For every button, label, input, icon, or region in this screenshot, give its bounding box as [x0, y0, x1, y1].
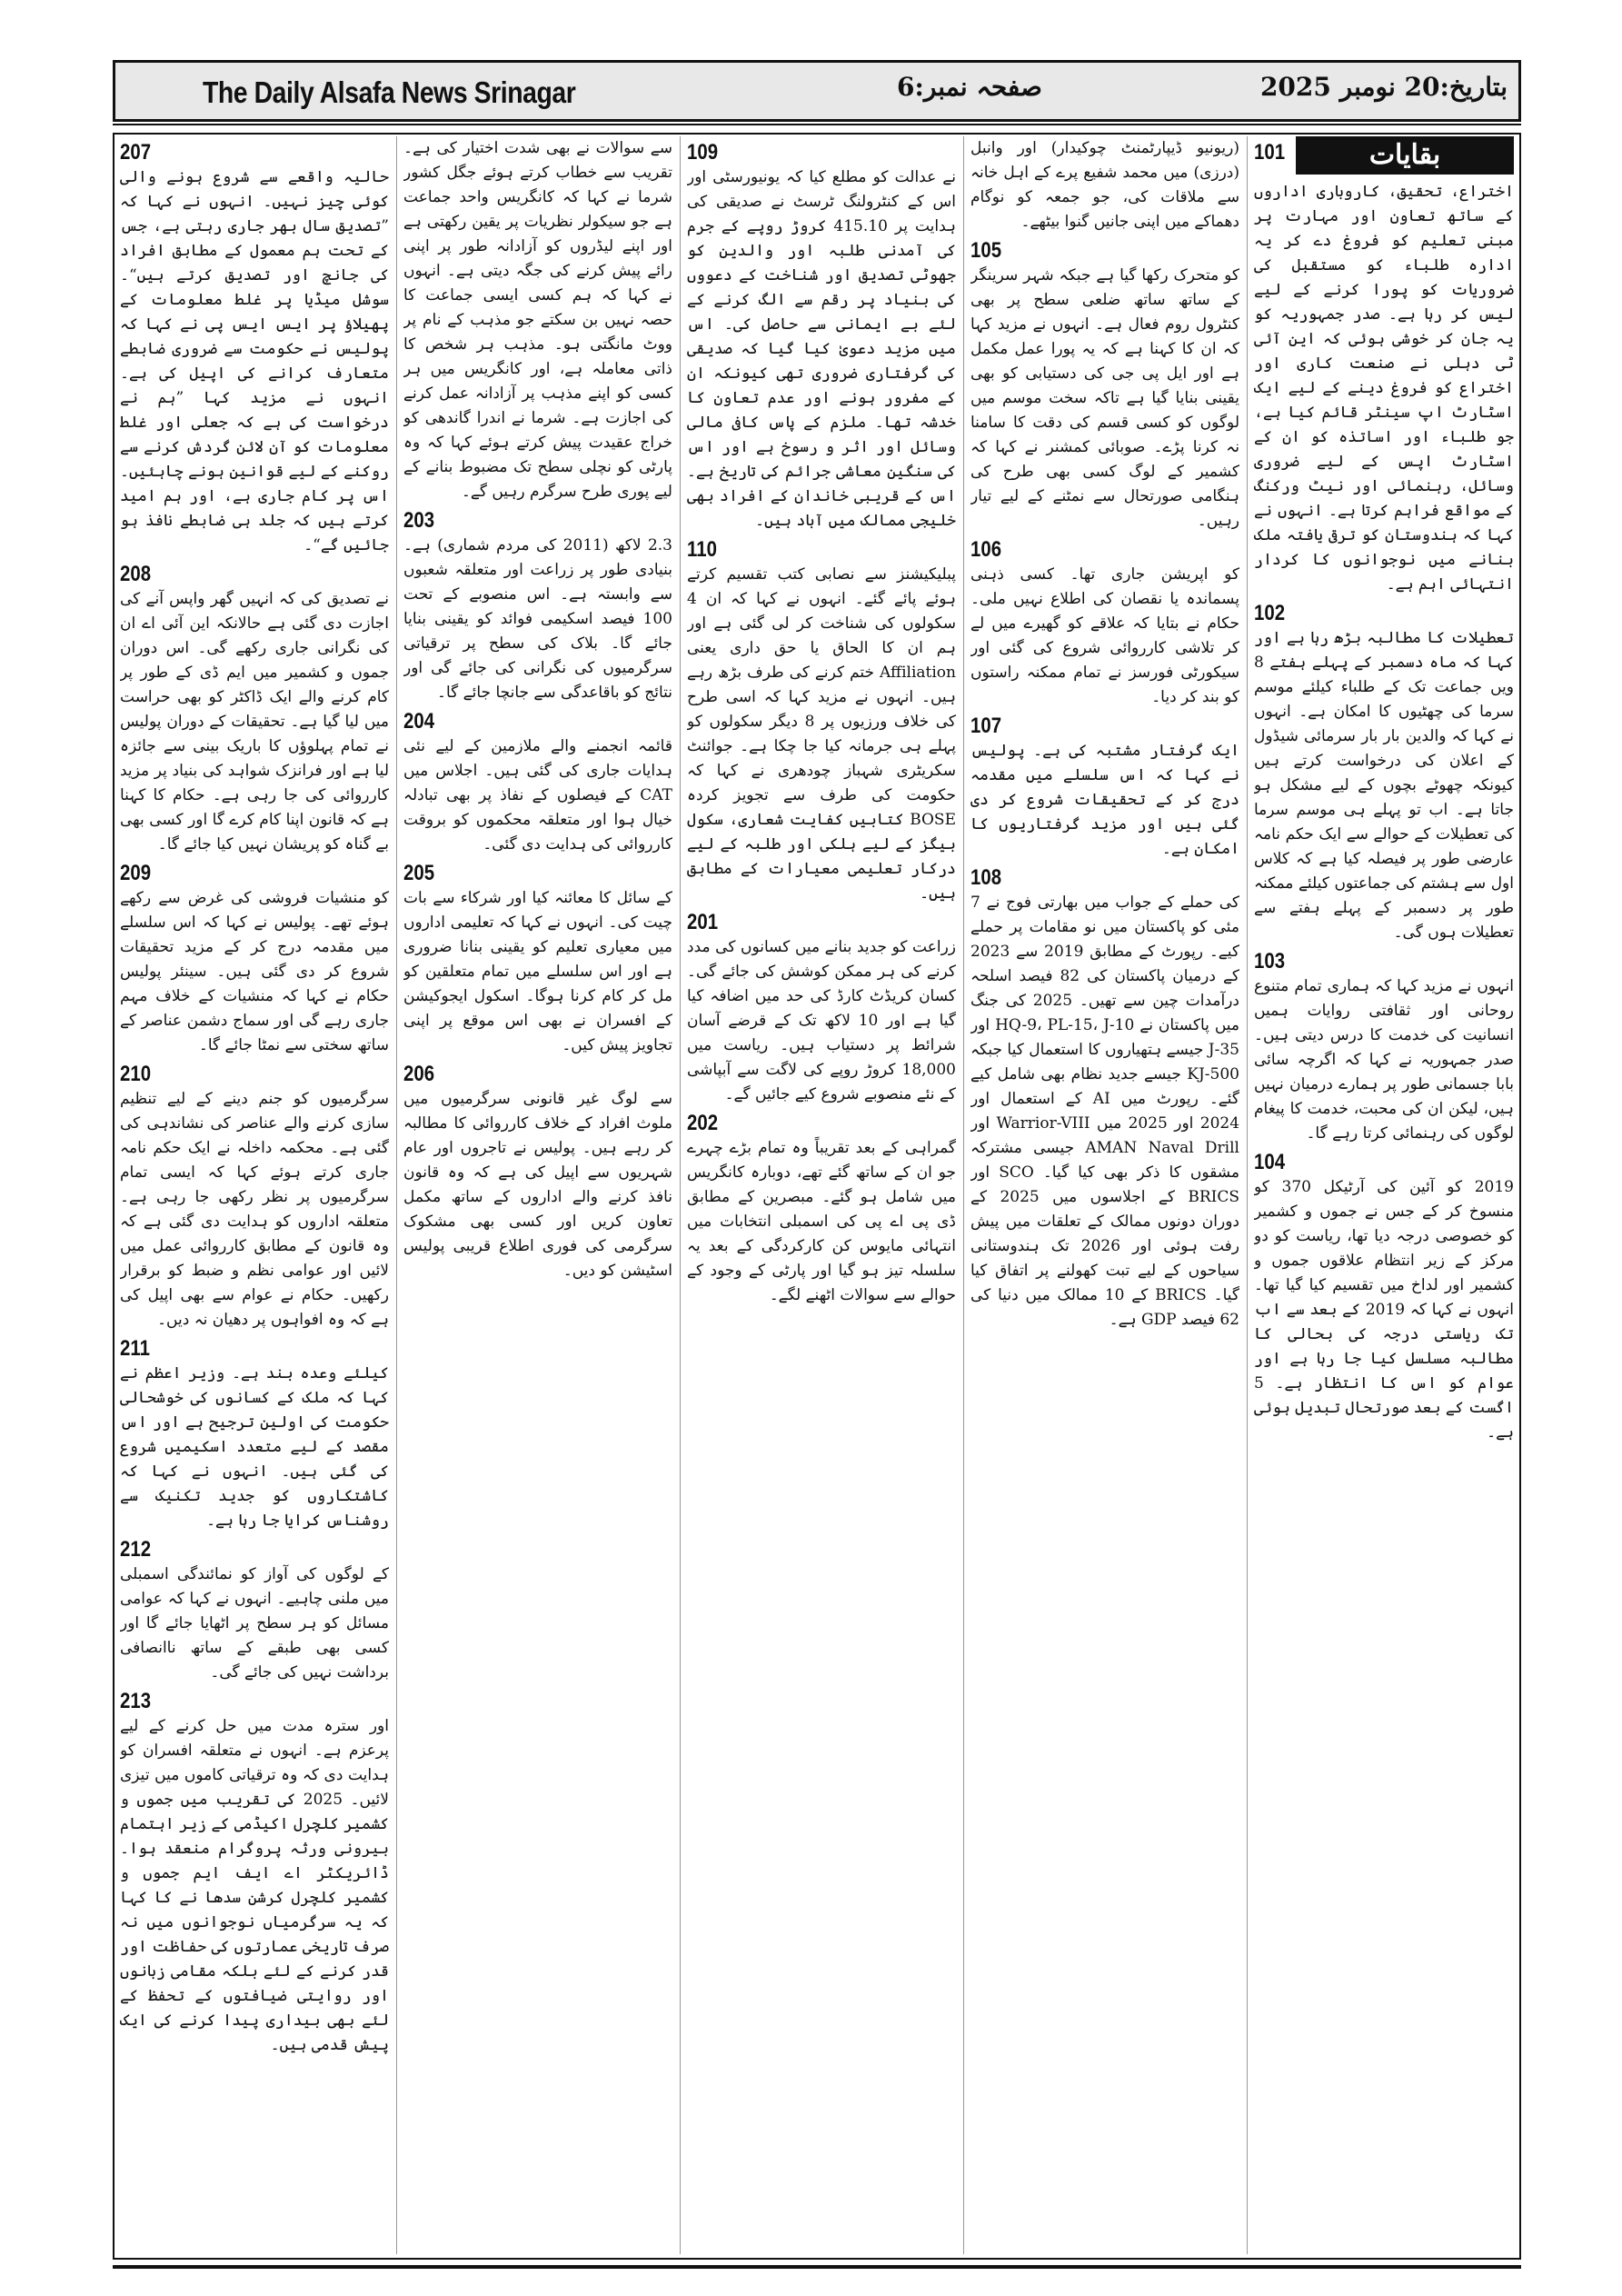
- article-text: پبلیکیشنز سے نصابی کتب تقسیم کرتے ہوئے پائے گئے۔ انہوں نے کہا کہ ان 4 سکولوں کی شناخت کر لی گئی ہے اور ہم ان کا الحاق یا حق داری یعنی Affiliation ختم کرنے کی طرف بڑھ رہے ہیں۔ انہوں نے مزید کہا کہ اسی طرح کی خلاف ورزیوں پر 8 دیگر سکولوں کو پہلے ہی جرمانہ کیا جا چکا ہے۔ جوائنٹ سکریٹری شہباز چودھری نے کہا کہ حکومت کی طرف سے تجویز کردہ BOSE کتابیں کفایت شعاری، سکول بیگز کے لیے ہلکی اور طلبہ کے لیے درکار تعلیمی معیارات کے مطابق ہیں۔: [687, 565, 956, 903]
- article-text: کی حملے کے جواب میں بھارتی فوج نے 7 مئی کو پاکستان میں نو مقامات پر حملے کیے۔ رپورٹ کے مطابق 2019 سے 2023 کے درمیان پاکستان کی 82 فیصد اسلحہ درآمدات چین سے تھیں۔ 2025 کی جنگ میں پاکستان نے HQ-9، PL-15، J-10 اور J-35 جیسے ہتھیاروں کا استعمال کیا جبکہ KJ-500 جیسے جدید نظام بھی شامل کیے گئے۔ رپورٹ میں AI کے استعمال اور 2024 اور 2025 میں Warrior-VIII اور AMAN Naval Drill جیسی مشترکہ مشقوں کا ذکر بھی کیا گیا۔ SCO اور BRICS کے اجلاسوں میں 2025 کے دوران دونوں ممالک کے تعلقات میں پیش رفت ہوئی اور 2026 تک ہندوستانی سیاحوں کے لیے تبت کھولنے پر اتفاق کیا گیا۔ BRICS کے 10 ممالک میں دنیا کی 62 فیصد GDP ہے۔: [970, 893, 1239, 1329]
- article-text: کو اپریشن جاری تھا۔ کسی ذہنی پسماندہ یا نقصان کی اطلاع نہیں ملی۔ حکام نے بتایا کہ علاقے کو گھیرے میں لے کر تلاشی کارروائی شروع کی گئی اور سیکورٹی فورسز نے تمام ممکنہ راستوں کو بند کر دیا۔: [970, 565, 1239, 706]
- section-number: 203: [403, 508, 435, 533]
- column-4: [970, 136, 1239, 2254]
- issue-date: بتاریخ:20 نومبر 2025: [1259, 72, 1508, 102]
- article-text: سے لوگ غیر قانونی سرگرمیوں میں ملوث افراد کے خلاف کارروائی کا مطالبہ کر رہے ہیں۔ پولیس نے تاجروں اور عام شہریوں سے اپیل کی ہے کہ وہ قانون نافذ کرنے والے اداروں کے ساتھ مکمل تعاون کریں اور کسی بھی مشکوک سرگرمی کی فوری اطلاع قریبی پولیس اسٹیشن کو دیں۔: [403, 1090, 672, 1280]
- section-number: 210: [120, 1062, 152, 1086]
- section-number: 108: [970, 865, 1002, 890]
- column-divider: [963, 136, 964, 2254]
- column-divider: [396, 136, 397, 2254]
- section-number: 211: [120, 1336, 150, 1361]
- section-number: 106: [970, 537, 1002, 562]
- article-text: کے سائل کا معائنہ کیا اور شرکاء سے بات چیت کی۔ انہوں نے کہا کہ تعلیمی اداروں میں معیاری تعلیم کو یقینی بنانا ضروری ہے اور اس سلسلے میں تمام متعلقین کو مل کر کام کرنا ہوگا۔ اسکول ایجوکیشن کے افسران نے بھی اس موقع پر اپنی تجاویز پیش کیں۔: [403, 889, 672, 1054]
- section-number: 103: [1254, 949, 1286, 973]
- article-text: تعطیلات کا مطالبہ بڑھ رہا ہے اور کہا کہ ماہ دسمبر کے پہلے ہفتے 8 ویں جماعت تک کے طلباء کیلئے موسم سرما کی چھٹیوں کا امکان ہے۔ انہوں نے کہا کہ والدین بار بار سرمائی شیڈول کے اعلان کی درخواست کرتے ہیں کیونکہ چھوٹے بچوں کے لیے مشکل ہو جاتا ہے۔ اب تو پہلے ہی موسم سرما کی تعطیلات کے حوالے سے ایک حکم نامہ عارضی طور پر فیصلہ کیا ہے کہ کلاس اول سے ہشتم کی جماعتوں کیلئے ممکنہ طور پر دسمبر کے پہلے ہفتے سے تعطیلات ہوں گی۔: [1254, 629, 1514, 942]
- page-number: صفحہ نمبر:6: [897, 72, 1042, 102]
- article-text: کیلئے وعدہ بند ہے۔ وزیر اعظم نے کہا کہ ملک کے کسانوں کی خوشحالی حکومت کی اولین ترجیح ہے اور اس مقصد کے لیے متعدد اسکیمیں شروع کی گئی ہیں۔ انہوں نے کہا کہ کاشتکاروں کو جدید تکنیک سے روشناس کرایا جا رہا ہے۔: [120, 1364, 389, 1530]
- section-banner: بقایات: [1296, 136, 1514, 175]
- article-text: کو متحرک رکھا گیا ہے جبکہ شہر سرینگر کے ساتھ ساتھ ضلعی سطح پر بھی کنٹرول روم فعال ہے۔ انہوں نے مزید کہا کہ ان کا کہنا ہے کہ یہ پورا عمل مکمل ہے اور ایل پی جی کی دستیابی کو بھی یقینی بنایا گیا ہے تاکہ سخت موسم میں لوگوں کو کسی قسم کی دقت کا سامنا نہ کرنا پڑے۔ صوبائی کمشنر نے کہا کہ کشمیر کے لوگ کسی بھی طرح کی ہنگامی صورتحال سے نمٹنے کے لیے تیار رہیں۔: [970, 266, 1239, 530]
- article-text: 2.3 لاکھ (2011 کی مردم شماری) ہے۔ بنیادی طور پر زراعت اور متعلقہ شعبوں سے وابستہ ہے۔ اس منصوبے کے تحت 100 فیصد اسکیمی فوائد کو یقینی بنایا جائے گا۔ بلاک کی سطح پر ترقیاتی سرگرمیوں کی نگرانی کی جائے گی اور نتائج کو باقاعدگی سے جانچا جائے گا۔: [403, 536, 672, 702]
- article-text: نے تصدیق کی کہ انہیں گھر واپس آنے کی اجازت دی گئی ہے حالانکہ این آئی اے ان کی نگرانی جاری رکھے گی۔ اس دوران جموں و کشمیر میں ایم ڈی کے طور پر کام کرنے والے ایک ڈاکٹر کو بھی حراست میں لیا گیا ہے۔ تحقیقات کے دوران پولیس نے تمام پہلوؤں کا باریک بینی سے جائزہ لیا ہے اور فرانزک شواہد کی بنیاد پر مزید کارروائی کی جا رہی ہے۔ حکام کا کہنا ہے کہ قانون اپنا کام کرے گا اور کسی بھی بے گناہ کو پریشان نہیں کیا جائے گا۔: [120, 590, 389, 854]
- section-number: 206: [403, 1062, 435, 1086]
- column-2: [403, 136, 672, 2254]
- section-number: 204: [403, 709, 435, 734]
- section-number: 109: [687, 140, 719, 165]
- article-text: اختراع، تحقیق، کاروباری اداروں کے ساتھ تعاون اور مہارت پر مبنی تعلیم کو فروغ دے کر یہ ادارہ طلباء کو مستقبل کی ضروریات کو پورا کرنے کے لیے لیس کر رہا ہے۔ صدر جمہوریہ کو یہ جان کر خوشی ہوئی کہ این آئی ٹی دہلی نے صنعت کاری اور اختراع کو فروغ دینے کے لیے ایک اسٹارٹ اپ سینٹر قائم کیا ہے، جو طلباء اور اساتذہ کو ان کے اسٹارٹ اپس کے لیے ضروری وسائل، رہنمائی اور نیٹ ورکنگ کے مواقع فراہم کرتا ہے۔ انہوں نے کہا کہ ہندوستان کو ترقی یافتہ ملک بنانے میں نوجوانوں کا کردار انتہائی اہم ہے۔: [1254, 183, 1514, 594]
- article-text: نے عدالت کو مطلع کیا کہ یونیورسٹی اور اس کے کنٹرولنگ ٹرسٹ نے صدیقی کی ہدایت پر 415.10 کروڑ روپے کے جرم کی آمدنی طلبہ اور والدین کو جھوٹی تصدیق اور شناخت کے دعووں کی بنیاد پر رقم سے الگ کرنے کے لئے بے ایمانی سے حاصل کی۔ اس میں مزید دعویٰ کیا گیا کہ صدیقی کی گرفتاری ضروری تھی کیونکہ ان کے مفرور ہونے اور عدم تعاون کا خدشہ تھا۔ ملزم کے پاس کافی مالی وسائل اور اثر و رسوخ ہے اور اس کی سنگین معاشی جرائم کی تاریخ ہے۔ اس کے قریبی خاندان کے افراد بھی خلیجی ممالک میں آباد ہیں۔: [687, 168, 956, 530]
- section-number: 205: [403, 861, 435, 885]
- section-number: 105: [970, 238, 1002, 263]
- section-number: 212: [120, 1537, 152, 1562]
- section-number: 208: [120, 562, 152, 586]
- section-number: 201: [687, 910, 719, 934]
- section-number: 213: [120, 1689, 152, 1713]
- article-text: سرگرمیوں کو جنم دینے کے لیے تنظیم سازی کرنے والے عناصر کی نشاندہی کی گئی ہے۔ محکمہ داخلہ نے ایک حکم نامہ جاری کرتے ہوئے کہا کہ ایسی تمام سرگرمیوں پر نظر رکھی جا رہی ہے۔ متعلقہ اداروں کو ہدایت دی گئی ہے کہ وہ قانون کے مطابق کارروائی عمل میں لائیں اور عوامی نظم و ضبط کو برقرار رکھیں۔ حکام نے عوام سے بھی اپیل کی ہے کہ وہ افواہوں پر دھیان نہ دیں۔: [120, 1090, 389, 1329]
- newspaper-title: The Daily Alsafa News Srinagar: [203, 75, 576, 109]
- section-number: 101: [1254, 140, 1286, 165]
- column-1: [120, 136, 389, 2254]
- article-text: اور سترہ مدت میں حل کرنے کے لیے پرعزم ہے۔ انہوں نے متعلقہ افسران کو ہدایت دی کہ وہ ترقیاتی کاموں میں تیزی لائیں۔ 2025 کی تقریب میں جموں و کشمیر کلچرل اکیڈمی کے زیر اہتمام بیرونی ورثہ پروگرام منعقد ہوا۔ ڈائریکٹر اے ایف ایم جموں و کشمیر کلچرل کرشن سدھا نے کا کہا کہ یہ سرگرمیاں نوجوانوں میں نہ صرف تاریخی عمارتوں کی حفاظت اور قدر کرنے کے لئے بلکہ مقامی زبانوں اور روایتی ضیافتوں کے تحفظ کے لئے بھی بیداری پیدا کرنے کی ایک پیش قدمی ہیں۔: [120, 1717, 389, 2054]
- article-text: 2019 کو آئین کی آرٹیکل 370 کو منسوخ کر کے جس نے جموں و کشمیر کو خصوصی درجہ دیا تھا، ریاست کو دو مرکز کے زیر انتظام علاقوں جموں و کشمیر اور لداخ میں تقسیم کیا گیا تھا۔ انہوں نے کہا کہ 2019 کے بعد سے اب تک ریاستی درجہ کی بحالی کا مطالبہ مسلسل کیا جا رہا ہے اور عوام کو اس کا انتظار ہے۔ 5 اگست کے بعد صورتحال تبدیل ہوئی ہے۔: [1254, 1178, 1514, 1442]
- column-divider: [680, 136, 681, 2254]
- article-text: گمراہی کے بعد تقریباً وہ تمام بڑے چہرے جو ان کے ساتھ گئے تھے، دوبارہ کانگریس میں شامل ہو گئے۔ مبصرین کے مطابق ڈی پی اے پی کی اسمبلی انتخابات میں انتہائی مایوس کن کارکردگی کے بعد یہ سلسلہ تیز ہو گیا اور پارٹی کے وجود کے حوالے سے سوالات اٹھنے لگے۔: [687, 1139, 956, 1304]
- article-text: سے سوالات نے بھی شدت اختیار کی ہے۔ تقریب سے خطاب کرتے ہوئے جگل کشور شرما نے کہا کہ کانگریس واحد جماعت ہے جو سیکولر نظریات پر یقین رکھتی ہے اور اپنے لیڈروں کو آزادانہ طور پر اپنی رائے پیش کرنے کی جگہ دیتی ہے۔ انہوں نے کہا کہ ہم کسی ایسی جماعت کا حصہ نہیں بن سکتے جو مذہب کے نام پر ووٹ مانگتی ہو۔ مذہب ہر شخص کا ذاتی معاملہ ہے، اور کانگریس میں ہر کسی کو اپنے مذہب پر آزادانہ عمل کرنے کی اجازت ہے۔ شرما نے اندرا گاندھی کو خراج عقیدت پیش کرتے ہوئے کہا کہ وہ پارٹی کو نچلی سطح تک مضبوط بنانے کے لیے پوری طرح سرگرم رہیں گے۔: [403, 139, 672, 501]
- article-text: ایک گرفتار مشتبہ کی ہے۔ پولیس نے کہا کہ اس سلسلے میں مقدمہ درج کر کے تحقیقات شروع کر دی گئی ہیں اور مزید گرفتاریوں کا امکان ہے۔: [970, 742, 1239, 858]
- banner-row: [1254, 136, 1514, 180]
- section-number: 104: [1254, 1150, 1286, 1174]
- column-divider: [1247, 136, 1248, 2254]
- section-number: 110: [687, 537, 717, 562]
- article-text: (ریونیو ڈیپارٹمنٹ چوکیدار) اور وانبل (درزی) میں محمد شفیع پرے کے اہل خانہ سے ملاقات کی، جو جمعہ کو نوگام دھماکے میں اپنی جانیں گنوا بیٹھے۔: [970, 139, 1239, 231]
- section-number: 202: [687, 1111, 719, 1135]
- article-text: قائمہ انجمنے والے ملازمین کے لیے نئی ہدایات جاری کی گئی ہیں۔ اجلاس میں CAT کے فیصلوں کے نفاذ پر بھی تبادلہ خیال ہوا اور متعلقہ محکموں کو بروقت کارروائی کی ہدایت دی گئی۔: [403, 737, 672, 854]
- section-number: 102: [1254, 601, 1286, 625]
- masthead: [113, 60, 1521, 122]
- article-text: زراعت کو جدید بنانے میں کسانوں کی مدد کرنے کی ہر ممکن کوشش کی جائے گی۔ کسان کریڈٹ کارڈ کی حد میں اضافہ کیا گیا ہے اور 10 لاکھ تک کے قرضے آسان شرائط پر دستیاب ہیں۔ ریاست میں 18,000 کروڑ روپے کی لاگت سے آبپاشی کے نئے منصوبے شروع کیے جائیں گے۔: [687, 938, 956, 1103]
- article-text: کو منشیات فروشی کی غرض سے رکھے ہوئے تھے۔ پولیس نے کہا کہ اس سلسلے میں مقدمہ درج کر کے مزید تحقیقات شروع کر دی گئی ہیں۔ سینئر پولیس حکام نے کہا کہ منشیات کے خلاف مہم جاری رہے گی اور سماج دشمن عناصر کے ساتھ سختی سے نمٹا جائے گا۔: [120, 889, 389, 1054]
- section-number: 209: [120, 861, 152, 885]
- article-text: انہوں نے مزید کہا کہ ہماری تمام متنوع روحانی اور ثقافتی روایات ہمیں انسانیت کی خدمت کا درس دیتی ہیں۔ صدر جمہوریہ نے کہا کہ اگرچہ سائی بابا جسمانی طور پر ہمارے درمیان نہیں ہیں، لیکن ان کی محبت، خدمت کا پیغام لوگوں کی رہنمائی کرتا رہے گا۔: [1254, 977, 1514, 1143]
- column-5: [1254, 136, 1514, 2254]
- column-3: [687, 136, 956, 2254]
- article-text: کے لوگوں کی آواز کو نمائندگی اسمبلی میں ملنی چاہیے۔ انہوں نے کہا کہ عوامی مسائل کو ہر سطح پر اٹھایا جائے گا اور کسی بھی طبقے کے ساتھ ناانصافی برداشت نہیں کی جائے گی۔: [120, 1565, 389, 1682]
- bottom-rule: [113, 2265, 1521, 2269]
- section-number: 107: [970, 714, 1002, 738]
- section-number: 207: [120, 140, 152, 165]
- article-text: حالیہ واقعے سے شروع ہونے والی کوئی چیز نہیں۔ انہوں نے کہا کہ ”تصدیق سال بھر جاری رہتی ہے، جس کے تحت ہم معمول کے مطابق افراد کی جانچ اور تصدیق کرتے ہیں“۔ سوشل میڈیا پر غلط معلومات کے پھیلاؤ پر ایس ایس پی نے کہا کہ پولیس نے حکومت سے ضروری ضابطے متعارف کرانے کی اپیل کی ہے۔ انہوں نے مزید کہا ”ہم نے درخواست کی ہے کہ جعلی اور غلط معلومات کو آن لائن گردش کرنے سے روکنے کے لیے قوانین ہونے چاہئیں۔ اس پر کام جاری ہے، اور ہم امید کرتے ہیں کہ جلد ہی ضابطے نافذ ہو جائیں گے“۔: [120, 168, 389, 554]
